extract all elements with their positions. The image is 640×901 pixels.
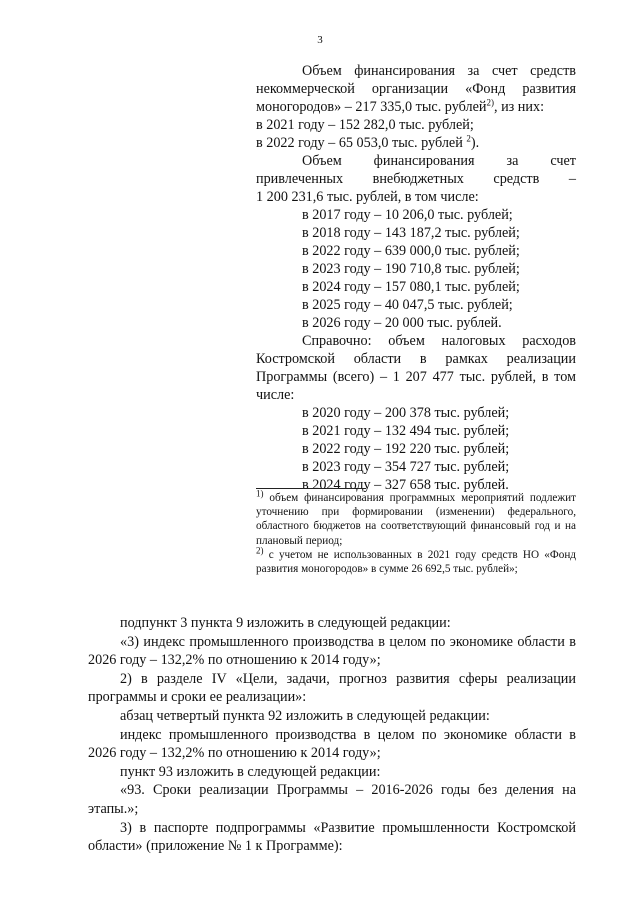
main-paragraph: «93. Сроки реализации Программы – 2016-2026 годы без деления на этапы.»; — [88, 782, 576, 817]
footnote-2: $^{2)}$ с учетом не использованных в 2021 году средств НО «Фонд развития моногородов» в сумме 26 692,5 тыс. рублей»; — [256, 545, 576, 576]
extrabudget-line-2: привлеченных внебюджетных средств – — [256, 171, 576, 187]
tax-expenses-paragraph: Справочно: объем налоговых расходов Костромской области в рамках реализации Программы (всего) – 1 207 477 тыс. рублей, в том числе: — [256, 333, 576, 403]
main-paragraph: индекс промышленного производства в целом по экономике области в 2026 году – 132,2% по отношению к 2014 году»; — [88, 726, 576, 762]
tax-year-item: в 2023 году – 354 727 тыс. рублей; — [302, 459, 510, 475]
extrabudget-line-1: Объем финансирования за счет — [302, 153, 576, 169]
extrabudget-year-item: в 2017 году – 10 206,0 тыс. рублей; — [302, 207, 513, 223]
extrabudget-year-item: в 2023 году – 190 710,8 тыс. рублей; — [302, 261, 520, 277]
main-paragraph: подпункт 3 пункта 9 изложить в следующей редакции: — [120, 615, 451, 631]
page-number: 3 — [317, 34, 323, 46]
extrabudget-year-item: в 2025 году – 40 047,5 тыс. рублей; — [302, 297, 513, 313]
extrabudget-year-item: в 2024 году – 157 080,1 тыс. рублей; — [302, 279, 520, 295]
main-text — [88, 614, 576, 856]
main-paragraph: пункт 93 изложить в следующей редакции: — [120, 763, 381, 780]
footnote-divider — [256, 488, 366, 489]
tax-year-item: в 2024 году – 327 658 тыс. рублей. — [302, 477, 509, 493]
tax-year-item: в 2020 году – 200 378 тыс. рублей; — [302, 405, 510, 421]
fund-year-2021: в 2021 году – 152 282,0 тыс. рублей; — [256, 117, 474, 133]
tax-year-item: в 2022 году – 192 220 тыс. рублей; — [302, 441, 510, 457]
financing-block — [256, 62, 576, 494]
main-paragraph: абзац четвертый пункта 92 изложить в следующей редакции: — [120, 707, 490, 724]
extrabudget-year-item: в 2026 году – 20 000 тыс. рублей. — [302, 315, 502, 331]
extrabudget-year-item: в 2022 году – 639 000,0 тыс. рублей; — [302, 243, 520, 259]
footnote-1: $^{1)}$ объем финансирования программных мероприятий подлежит уточнению при формировании (изменении) федерального, областного бюджетов на соответствующий финансовый год и на плановый период; — [256, 488, 576, 547]
tax-year-item: в 2021 году – 132 494 тыс. рублей; — [302, 423, 510, 439]
extrabudget-year-item: в 2018 году – 143 187,2 тыс. рублей; — [302, 225, 520, 241]
fund-financing-paragraph: Объем финансирования за счет средств некоммерческой организации «Фонд развития моногородов» – 217 335,0 тыс. рублей$^{2)}$, из них: — [256, 63, 576, 115]
footnotes — [256, 488, 576, 576]
fund-year-2022: в 2022 году – 65 053,0 тыс. рублей $^2$). — [256, 133, 480, 151]
main-paragraph: 3) в паспорте подпрограммы «Развитие промышленности Костромской области» (приложение № 1 к Программе): — [88, 819, 576, 855]
main-paragraph: «3) индекс промышленного производства в целом по экономике области в 2026 году – 132,2% по отношению к 2014 году»; — [88, 633, 576, 669]
extrabudget-line-3: 1 200 231,6 тыс. рублей, в том числе: — [256, 189, 479, 205]
main-paragraph: 2) в разделе IV «Цели, задачи, прогноз развития сферы реализации программы и сроки ее реализации»: — [88, 670, 576, 706]
